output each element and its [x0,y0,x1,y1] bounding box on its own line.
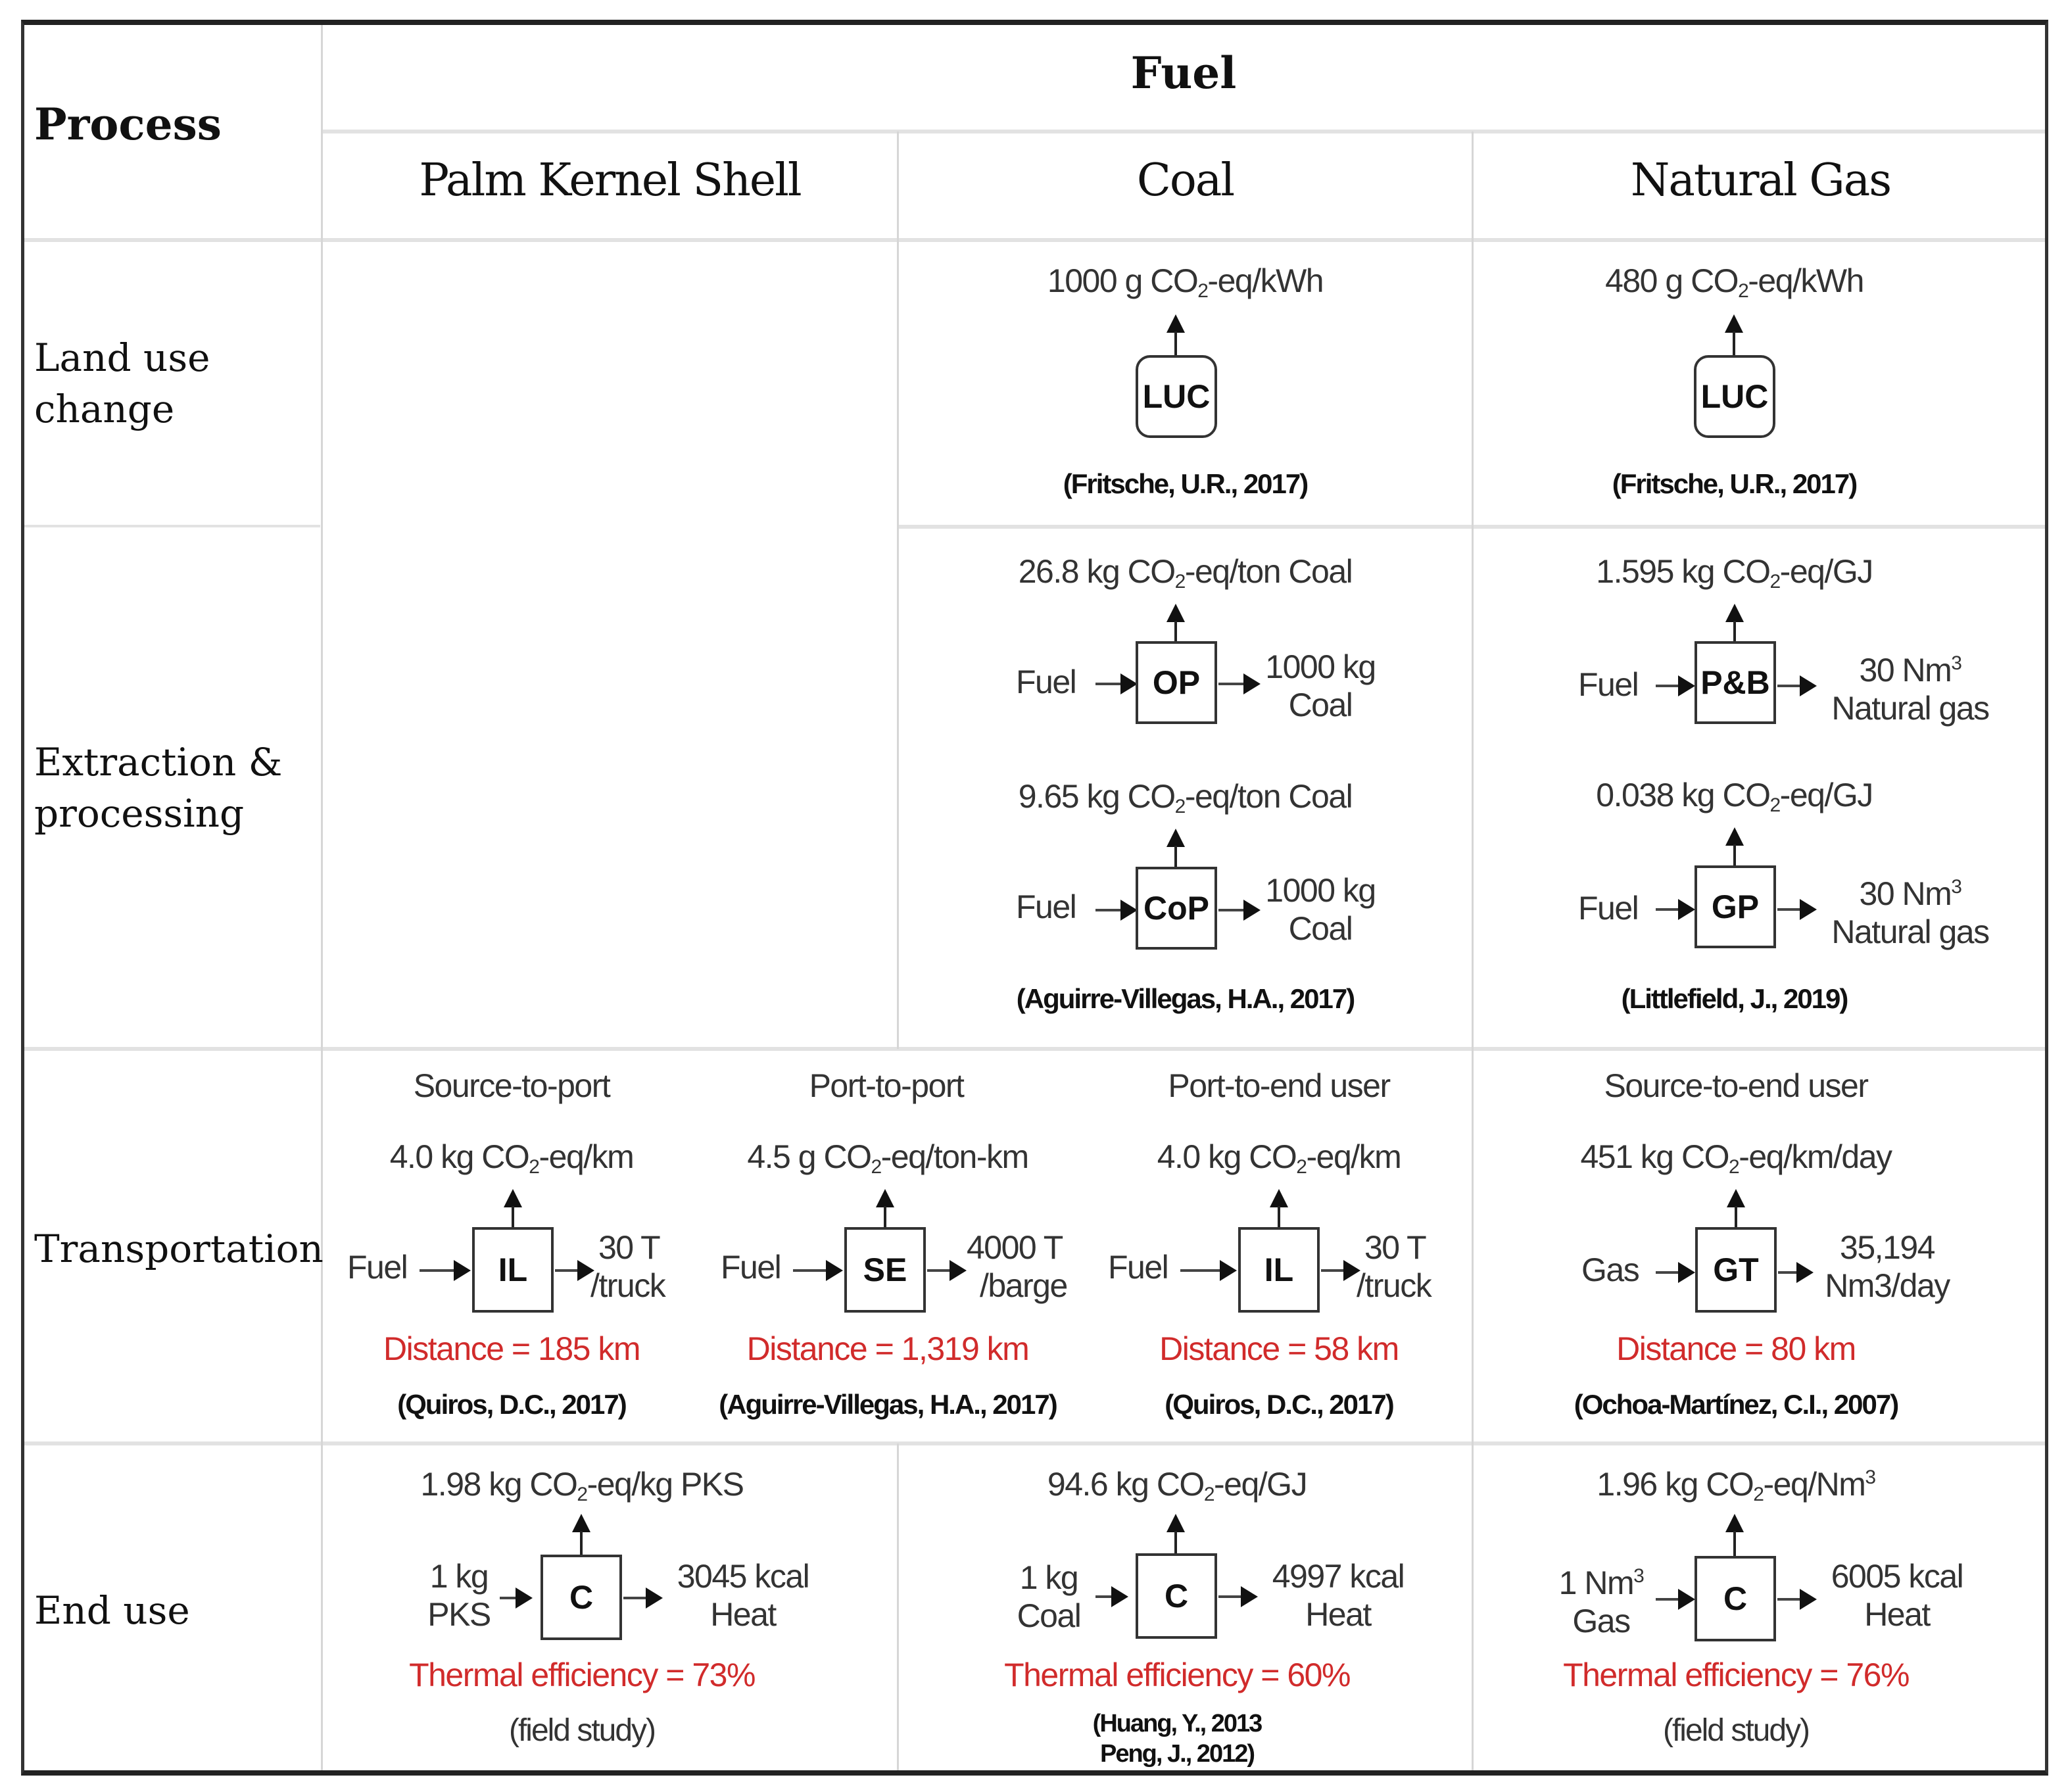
output-label [664,1557,822,1634]
emission-value: 26.8 kg CO [1018,553,1175,590]
segment-title: Source-to-port [413,1067,610,1104]
process-box-il: IL [472,1227,554,1313]
distance-label: Distance = 185 km [383,1330,640,1367]
output-line: 30 T [1364,1229,1426,1266]
subscript: 2 [1197,280,1208,302]
grid-line [1472,132,1474,1770]
row-label-extraction-processing [34,737,282,839]
row-label-end-use: End use [34,1588,190,1633]
output-line: 3045 kcal [677,1558,809,1595]
input-label: Fuel [1016,664,1076,700]
input-value: 1 Nm [1558,1564,1634,1601]
emission-label [898,262,1473,303]
input-label: Fuel [347,1249,408,1286]
process-box-c: C [1136,1553,1217,1639]
process-box-luc: LUC [1694,355,1775,438]
input-line: 1 kg [1019,1559,1078,1596]
thermal-efficiency-label: Thermal efficiency = 73% [409,1657,755,1693]
output-line: 4997 kcal [1272,1558,1405,1595]
input-label: Fuel [1108,1249,1168,1286]
output-line: 35,194 [1840,1229,1935,1266]
emission-label [898,1465,1456,1506]
row-label-transportation: Transportation [34,1226,324,1271]
output-line: 30 T [598,1229,660,1266]
emission-unit: -eq/ton-km [880,1138,1028,1175]
process-box-c: C [541,1555,622,1640]
process-box-cop: CoP [1136,867,1217,950]
output-line [1818,644,2002,689]
grid-line [322,130,2045,133]
subscript: 2 [871,1156,881,1178]
output-line [1818,868,2002,913]
process-box-op: OP [1136,641,1217,724]
emission-label [898,777,1473,818]
distance-label: Distance = 80 km [1616,1330,1856,1367]
segment-title: Source-to-end user [1604,1067,1868,1104]
grid-line [24,238,2045,242]
emission-label [1447,776,2022,817]
emission-unit: -eq/ton Coal [1184,778,1353,815]
output-line: Nm3/day [1825,1267,1950,1304]
emission-label [684,1138,1092,1178]
citation: (Quiros, D.C., 2017) [397,1389,626,1420]
output-label [590,1228,676,1305]
segment-title: Port-to-end user [1168,1067,1390,1104]
emission-unit: -eq/GJ [1779,777,1873,813]
citation: (Fritsche, U.R., 2017) [1063,468,1308,499]
citation: (Ochoa-Martínez, C.I., 2007) [1574,1389,1898,1420]
input-label [1003,1559,1095,1635]
process-box-pb: P&B [1695,641,1776,724]
emission-value: 1.96 kg CO [1597,1466,1754,1503]
citation [898,1708,1456,1769]
emission-label [1447,552,2022,593]
process-box-se: SE [844,1227,926,1313]
output-label [1261,871,1380,948]
segment-title: Port-to-port [809,1067,964,1104]
subscript: 2 [1296,1156,1307,1178]
emission-value: 4.5 g CO [747,1138,871,1175]
emission-value: 1.595 kg CO [1596,553,1770,590]
subscript: 2 [1738,280,1748,302]
input-label [413,1557,505,1634]
emission-label [1539,1138,1933,1178]
grid-line [321,25,323,1770]
output-line: Heat [1305,1596,1371,1633]
emission-label [1473,1465,1999,1506]
column-header-coal: Coal [1136,155,1234,206]
emission-value: 1000 g CO [1047,262,1198,299]
subscript: 2 [1769,794,1780,816]
output-line: Natural gas [1831,913,1989,950]
row-label-land-use-change [34,332,210,435]
output-line: Heat [1864,1596,1930,1633]
subscript: 2 [1769,571,1780,593]
emission-value: 1.98 kg CO [420,1466,577,1503]
citation: (Fritsche, U.R., 2017) [1612,468,1857,499]
output-line: Natural gas [1831,690,1989,727]
process-header: Process [34,99,222,150]
output-label [1815,1228,1960,1305]
output-line: 1000 kg [1265,872,1376,909]
superscript: 3 [1951,652,1961,674]
superscript: 3 [1633,1565,1644,1587]
citation: (field study) [1662,1713,1810,1748]
row-label-line: processing [34,791,245,836]
emission-unit: -eq/km [1306,1138,1401,1175]
process-box-gt: GT [1695,1227,1777,1313]
fuel-header: Fuel [1130,47,1237,99]
emission-unit: -eq/kWh [1207,262,1324,299]
row-label-line: change [34,387,175,431]
emission-value: 9.65 kg CO [1018,778,1175,815]
thermal-efficiency-label: Thermal efficiency = 60% [1004,1657,1350,1693]
subscript: 2 [529,1156,539,1178]
subscript: 2 [1174,571,1185,593]
subscript: 2 [1753,1484,1764,1505]
citation-line: Peng, J., 2012) [1099,1740,1254,1768]
output-line: /truck [1357,1267,1431,1304]
input-label: Fuel [1578,666,1639,703]
emission-value: 4.0 kg CO [1157,1138,1297,1175]
citation-line: (Huang, Y., 2013 [1092,1710,1262,1737]
emission-value: 94.6 kg CO [1047,1466,1204,1503]
output-line: 6005 kcal [1831,1558,1963,1595]
process-box-gp: GP [1695,865,1776,948]
output-line: 1000 kg [1265,648,1376,685]
row-label-line: Extraction & [34,740,283,785]
subscript: 2 [1729,1156,1739,1178]
output-label [1818,868,2002,951]
emission-value: 480 g CO [1605,262,1739,299]
emission-label [314,1138,709,1178]
output-label [1259,1557,1417,1634]
output-label [967,1228,1085,1305]
output-line: Coal [1288,687,1353,723]
subscript: 2 [1203,1484,1214,1505]
emission-unit: -eq/Nm [1763,1466,1865,1503]
superscript: 3 [1865,1466,1875,1488]
input-line: Coal [1017,1597,1081,1634]
row-label-line: Land use [34,335,210,380]
output-line: /truck [590,1267,665,1304]
thermal-efficiency-label: Thermal efficiency = 76% [1563,1657,1909,1693]
distance-label: Distance = 58 km [1159,1330,1399,1367]
column-header-natural-gas: Natural Gas [1630,155,1891,206]
citation: (Quiros, D.C., 2017) [1165,1389,1393,1420]
process-box-il: IL [1238,1227,1320,1313]
superscript: 3 [1951,876,1961,898]
emission-unit: -eq/km/day [1739,1138,1892,1175]
emission-label [1447,262,2022,303]
column-header-pks: Palm Kernel Shell [419,155,801,206]
citation: (field study) [508,1713,656,1748]
emission-unit: -eq/kWh [1748,262,1864,299]
citation: (Littlefield, J., 2019) [1621,983,1848,1014]
output-line: /barge [980,1267,1067,1304]
emission-unit: -eq/GJ [1214,1466,1307,1503]
emission-value: 4.0 kg CO [389,1138,529,1175]
grid-line [24,525,320,527]
output-label [1818,1557,1976,1634]
output-line: 4000 T [967,1229,1063,1266]
citation: (Aguirre-Villegas, H.A., 2017) [1016,983,1355,1014]
output-label [1357,1228,1442,1305]
emission-value: 0.038 kg CO [1596,777,1770,813]
subscript: 2 [1174,796,1185,817]
output-line: Coal [1288,910,1353,947]
emission-label [1082,1138,1476,1178]
emission-label [898,552,1473,593]
output-value: 30 Nm [1859,875,1952,912]
distance-label: Distance = 1,319 km [746,1330,1029,1367]
input-label: Fuel [1578,890,1639,927]
emission-value: 451 kg CO [1580,1138,1729,1175]
emission-unit: -eq/kg PKS [587,1466,744,1503]
output-label [1261,648,1380,724]
emission-unit: -eq/GJ [1779,553,1873,590]
emission-unit: -eq/km [539,1138,634,1175]
input-label [1549,1557,1654,1640]
process-box-luc: LUC [1136,355,1217,438]
input-line: PKS [427,1596,491,1633]
subscript: 2 [577,1484,587,1505]
citation: (Aguirre-Villegas, H.A., 2017) [719,1389,1057,1420]
output-line: Heat [710,1596,776,1633]
input-label: Fuel [1016,888,1076,925]
input-label: Gas [1581,1251,1639,1288]
process-box-c: C [1695,1556,1776,1641]
output-label [1818,644,2002,727]
input-line: 1 kg [429,1558,489,1595]
emission-label [322,1465,842,1506]
emission-unit: -eq/ton Coal [1184,553,1353,590]
output-value: 30 Nm [1859,652,1952,689]
input-label: Fuel [721,1249,781,1286]
grid-line [24,1441,2045,1445]
grid-line [24,1047,2045,1051]
input-line: Gas [1572,1603,1630,1639]
input-line [1549,1557,1654,1602]
